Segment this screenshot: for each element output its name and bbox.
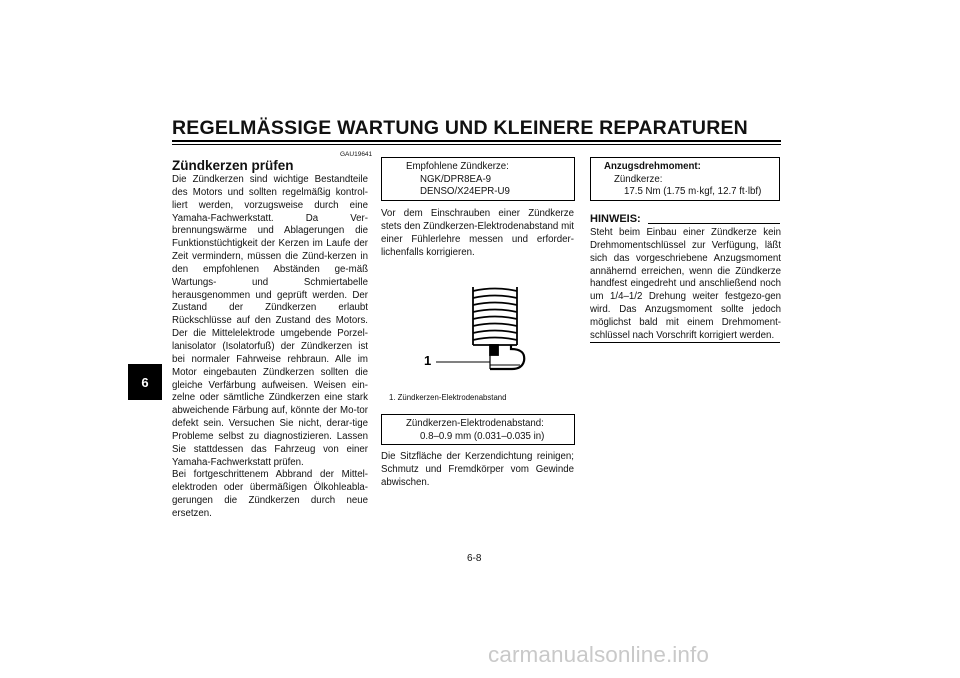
torque-label: Anzugsdrehmoment:: [604, 161, 701, 172]
gap-value: 0.8–0.9 mm (0.031–0.035 in): [420, 430, 545, 442]
note-text: Steht beim Einbau einer Zündkerze kein Drehmomentschlüssel zur Verfügung, läßt sich das vorgeschriebene Anzugsmoment annähernd erreichen, wenn die Zündkerze handfest eingedreht und anschließend noch um 1/4–1/2 Drehung weiter festgezo-gen wird. Das Anzugsmoment sollte jedoch möglichst bald mit einem Drehmoment-schlüssel nach Vorschrift korrigiert werden.: [590, 227, 781, 341]
body-paragraph-clean: Die Sitzfläche der Kerzendichtung reinigen; Schmutz und Fremdkörper vom Gewinde abwischen.: [381, 451, 574, 488]
spec-value-ngk: NGK/DPR8EA-9: [420, 173, 492, 185]
callout-number: 1: [424, 353, 432, 368]
note-heading: HINWEIS:: [590, 213, 641, 225]
spec-label: Empfohlene Zündkerze:: [406, 161, 509, 172]
chapter-tab: 6: [128, 364, 162, 400]
body-paragraph-1: Die Zündkerzen sind wichtige Bestandteile des Motors und sollten regelmäßig kontrol-liert werden, vorzugsweise durch eine Yamaha-Fachwerkstatt. Da Ver-brennungswärme und Ablagerungen die Funktionstüchtigkeit der Kerzen im Laufe der Zeit vermindern, müssen die Zünd-kerzen in den empfohlenen Abständen ge-mäß Wartungs- und Schmiertabelle herausgenommen und geprüft werden. Der Zustand der Zündkerzen erlaubt Rückschlüsse auf den Zustand des Motors. Der die Mittelelektrode umgebende Porzel-lanisolator (Isolatorfuß) der Zündkerzen ist bei normaler Fahrweise rehbraun. Alle im Motor eingebauten Zündkerzen sollten die gleiche Verfärbung aufweisen. Weisen ein-zelne oder sämtliche Zündkerzen eine stark abweichende Färbung auf, könnte der Mo-tor defekt sein. Versuchen Sie nicht, derar-tige Probleme selbst zu diagnostizieren. Lassen Sie stattdessen das Fahrzeug von einer Yamaha-Fachwerkstatt prüfen.: [172, 174, 368, 468]
gap-spec-box: [381, 414, 575, 445]
note-end-rule: [590, 342, 780, 343]
body-paragraph-gap: Vor dem Einschrauben einer Zündkerze stets den Zündkerzen-Elektrodenabstand mit einer Fühlerlehre messen und erforder-lichenfalls korrigieren.: [381, 208, 574, 258]
column-1: [172, 174, 368, 521]
watermark: carmanualsonline.info: [488, 642, 709, 667]
section-heading: Zündkerzen prüfen: [172, 158, 294, 173]
spark-plug-gap-diagram: [416, 285, 526, 375]
spec-value-denso: DENSO/X24EPR-U9: [420, 186, 510, 197]
doc-code: GAU19641: [340, 151, 373, 158]
torque-item: Zündkerze:: [614, 173, 663, 185]
torque-value: 17.5 Nm (1.75 m·kgf, 12.7 ft·lbf): [624, 186, 762, 197]
body-paragraph-2: Bei fortgeschrittenem Abbrand der Mittel-elektroden oder übermäßigen Ölkohleabla-gerungen die Zündkerzen durch neue ersetzen.: [172, 469, 368, 519]
note-heading-rule: [648, 223, 780, 224]
page-number: 6-8: [467, 553, 482, 564]
figure-caption: 1. Zündkerzen-Elektrodenabstand: [389, 393, 507, 402]
title-rule-thick: [172, 140, 781, 142]
page-title: REGELMÄSSIGE WARTUNG UND KLEINERE REPARATUREN: [172, 117, 748, 139]
spark-plug-thread-icon: [436, 287, 524, 369]
torque-spec-box: [590, 157, 780, 201]
title-rule-thin: [172, 144, 781, 145]
spark-plug-spec-box: [381, 157, 575, 201]
gap-label: Zündkerzen-Elektrodenabstand:: [406, 418, 544, 429]
